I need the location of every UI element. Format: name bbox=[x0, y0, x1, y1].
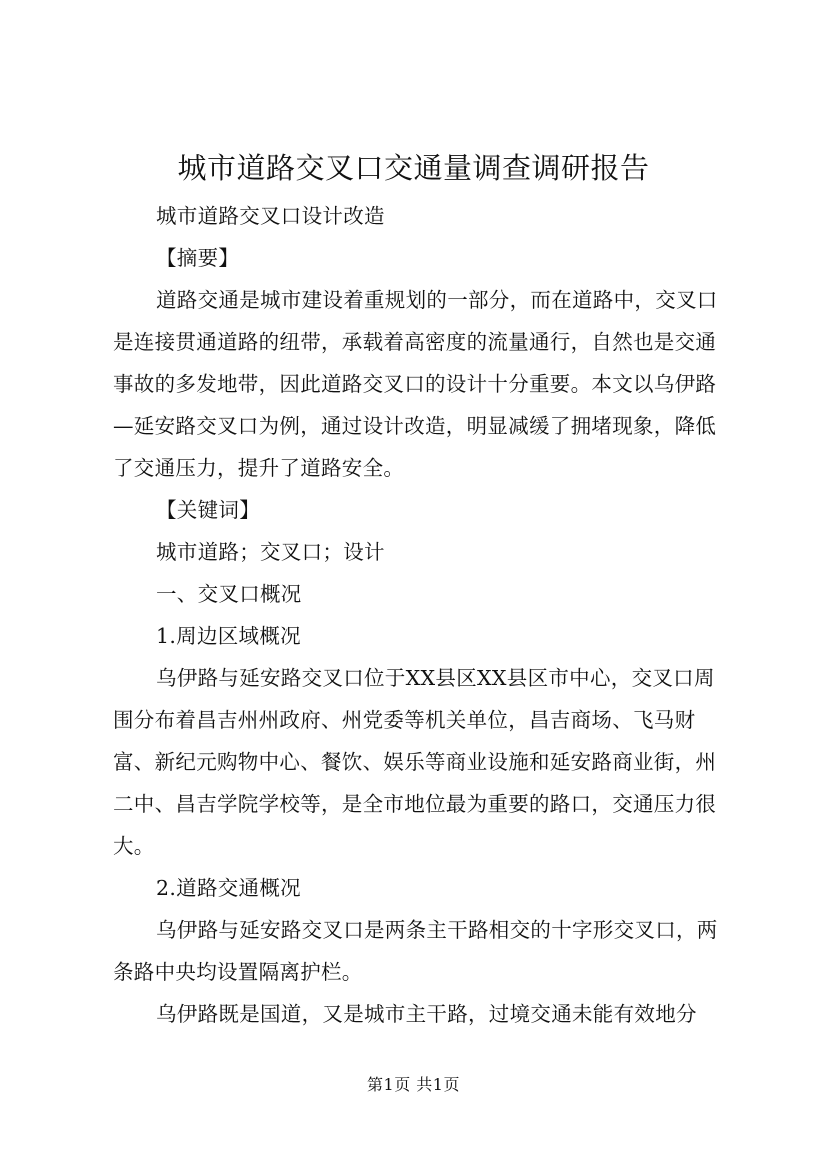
page-footer: 第1页 共1页 bbox=[367, 1075, 460, 1094]
abstract-paragraph: 道路交通是城市建设着重规划的一部分，而在道路中，交叉口是连接贯通道路的纽带，承载着高密度的流量通行，自然也是交通事故的多发地带，因此道路交叉口的设计十分重要。本文以乌伊路—延安路交叉口为例，通过设计改造，明显减缓了拥堵现象，降低了交通压力，提升了道路安全。 bbox=[113, 288, 718, 480]
body-paragraph: 乌伊路与延安路交叉口是两条主干路相交的十字形交叉口，两条路中央均设置隔离护栏。 bbox=[113, 918, 718, 984]
subsection-heading-1-2: 2.道路交通概况 bbox=[156, 876, 301, 900]
keywords-heading: 【关键词】 bbox=[156, 498, 260, 522]
abstract-heading: 【摘要】 bbox=[156, 246, 240, 270]
document-body bbox=[113, 195, 727, 1035]
body-paragraph: 乌伊路既是国道，又是城市主干路，过境交通未能有效地分 bbox=[156, 1002, 697, 1026]
body-paragraph: 乌伊路与延安路交叉口位于XX县区XX县区市中心，交叉口周围分布着昌吉州州政府、州党委等机关单位，昌吉商场、飞马财富、新纪元购物中心、餐饮、娱乐等商业设施和延安路商业街，州二中、昌吉学院学校等，是全市地位最为重要的路口，交通压力很大。 bbox=[113, 666, 717, 858]
document-title: 城市道路交叉口交通量调查调研报告 bbox=[177, 151, 650, 185]
subsection-heading-1-1: 1.周边区域概况 bbox=[156, 624, 301, 648]
subtitle-paragraph: 城市道路交叉口设计改造 bbox=[156, 204, 385, 228]
section-heading-1: 一、交叉口概况 bbox=[156, 582, 302, 606]
keywords-paragraph: 城市道路；交叉口；设计 bbox=[156, 540, 385, 564]
